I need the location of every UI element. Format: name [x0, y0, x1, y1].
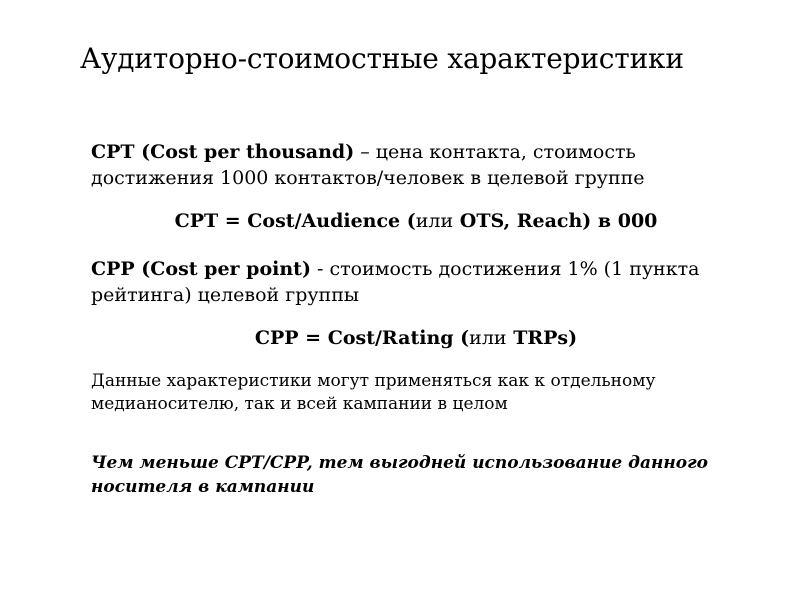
cpp-definition [91, 256, 731, 308]
cpt-formula [60, 208, 772, 234]
cpp-term: CPP (Cost per point) [91, 258, 311, 280]
cpt-term: CPT (Cost per thousand) [91, 141, 355, 163]
cpt-formula-part3: OTS, Reach) в 000 [453, 210, 658, 232]
cpt-formula-part2: или [415, 210, 454, 232]
note-paragraph: Данные характеристики могут применяться как к отдельному медианосителю, так и всей кампании в целом [91, 371, 656, 414]
conclusion-paragraph: Чем меньше CPT/CPP, тем выгодней использование данного носителя в кампании [91, 453, 708, 497]
cpp-description: - стоимость достижения 1% (1 пункта рейтинга) целевой группы [91, 258, 700, 306]
cpp-formula [60, 325, 772, 351]
cpp-formula-part1: CPP = Cost/Rating ( [254, 327, 470, 349]
cpt-definition [91, 139, 731, 191]
slide-title: Аудиторно-стоимостные характеристики [80, 42, 684, 75]
cpp-formula-part2: или [469, 327, 507, 349]
cpt-description: – цена контакта, стоимость достижения 1000 контактов/человек в целевой группе [91, 141, 645, 189]
cpt-formula-part1: CPT = Cost/Audience ( [174, 210, 416, 232]
cpp-formula-part3: TRPs) [506, 327, 578, 349]
